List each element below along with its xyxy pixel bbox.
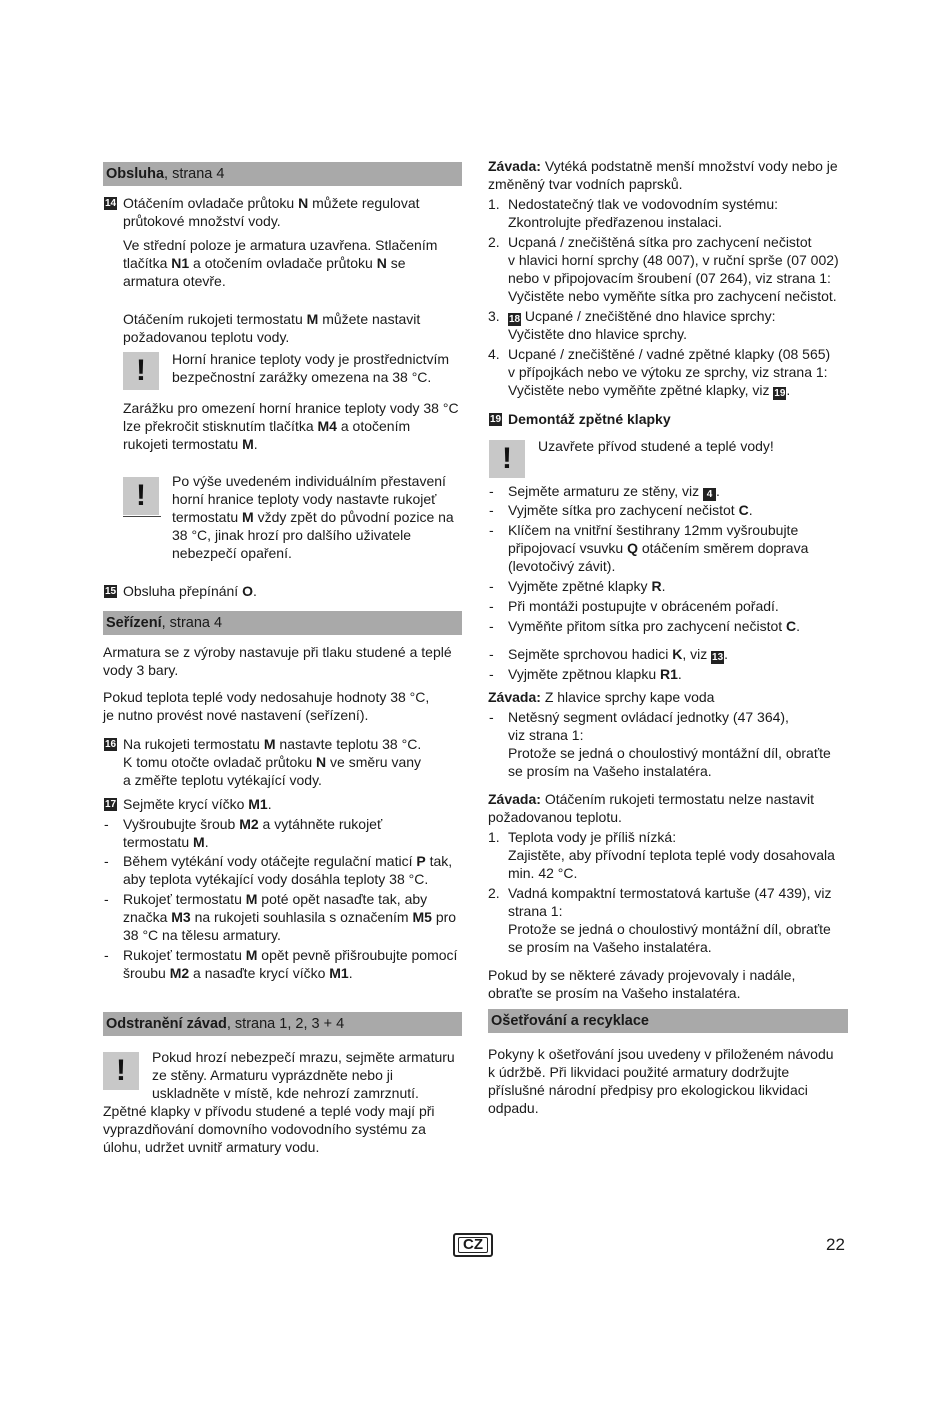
section-header-osetrovani <box>488 1009 848 1033</box>
s1-line-2: vody 3 bary. <box>103 662 179 678</box>
warn1-line-1: Horní hranice teploty vody je prostřednictvím <box>172 351 450 367</box>
dash: - <box>489 618 494 634</box>
p17-item-2-line-2: aby teplota vytékající vody dosáhla teploty 38 °C. <box>123 871 429 887</box>
z2-item-line-1: Netěsný segment ovládací jednotky (47 364), <box>508 709 789 725</box>
z1-item-3-line-2: Vyčistěte dno hlavice sprchy. <box>508 326 687 342</box>
section-header-serizeni <box>103 611 462 635</box>
p14b-line-3: armatura otevře. <box>123 273 226 289</box>
d-item-3-line-2: připojovací vsuvku Q otáčením směrem doprava <box>508 540 809 556</box>
p17-item-3-line-1: Rukojeť termostatu M poté opět nasaďte tak, aby <box>123 891 428 907</box>
dash: - <box>489 522 494 538</box>
s2-line-2: je nutno provést nové nastavení (seřízení). <box>103 707 369 723</box>
z1-line-2: změněný tvar vodních paprsků. <box>488 176 683 192</box>
warn2-line-4: 38 °C, jinak hrozí pro dalšího uživatele <box>172 527 412 543</box>
osetrovani-line-4: odpadu. <box>488 1100 539 1116</box>
z-end-line-1: Pokud by se některé závady projevovaly i nadále, <box>488 967 796 983</box>
p14d-line-3: rukojeti termostatu M. <box>123 436 258 452</box>
step-badge-19-heading: 19 <box>489 414 502 425</box>
step-badge-4: 4 <box>703 488 716 501</box>
dash: - <box>489 598 494 614</box>
dash: - <box>104 947 109 963</box>
d-item-2: Vyjměte sítka pro zachycení nečistot C. <box>508 502 753 518</box>
warn3-line-1: Pokud hrozí nebezpečí mrazu, sejměte armaturu <box>152 1049 455 1065</box>
list-num: 4. <box>488 346 500 362</box>
d-item-6: Vyměňte přitom sítka pro zachycení nečistot C. <box>508 618 801 634</box>
p14c-line-2: požadovanou teplotu vody. <box>123 329 290 345</box>
list-num: 1. <box>488 829 500 845</box>
z1-text: Vytéká podstatně menší množství vody nebo je <box>544 158 838 174</box>
step-14-line-2: průtokové množství vody. <box>123 213 281 229</box>
warning-icon: ! <box>123 477 159 515</box>
o1-line-3: úlohu, udržet uvnitř armatury vodu. <box>103 1139 320 1155</box>
osetrovani-line-2: k údržbě. Při likvidaci použité armatury dodržujte <box>488 1064 790 1080</box>
p14d-line-1: Zarážku pro omezení horní hranice teploty vody 38 °C <box>123 400 459 416</box>
warning-icon: ! <box>489 440 525 478</box>
z3-item-2-line-3: Protože se jedná o choulostivý montážní díl, obraťte <box>508 921 831 937</box>
z2-item-line-3: Protože se jedná o choulostivý montážní díl, obraťte <box>508 745 831 761</box>
p17-item-1-line-1: Vyšroubujte šroub M2 a vytáhněte rukojeť <box>123 816 383 832</box>
list-num: 2. <box>488 885 500 901</box>
dash: - <box>489 646 494 662</box>
dash: - <box>104 853 109 869</box>
step-badge-19: 19 <box>774 388 786 399</box>
z3-item-2-line-4: se prosím na Vašeho instalatéra. <box>508 939 712 955</box>
warning-icon: ! <box>103 1052 139 1090</box>
z3-line-2: požadovanou teplotu. <box>488 809 622 825</box>
d-item-1-text: Sejměte armaturu ze stěny, viz <box>508 483 700 499</box>
step-17-text: Sejměte krycí víčko M1. <box>123 796 272 812</box>
z3-item-1-line-2: Zajistěte, aby přívodní teplota teplé vody dosahovala <box>508 847 835 863</box>
step-badge-15: 15 <box>104 586 117 597</box>
dash: - <box>104 816 109 832</box>
section-header-odstraneni <box>103 1012 462 1036</box>
p17-item-3-line-2: značka M3 na rukojeti souhlasila s označením M5 pro <box>123 909 457 925</box>
z1-item-4-line-2: v přípojkách nebo ve výtoku ze sprchy, viz strana 1: <box>508 364 828 380</box>
p14b-line-1: Ve střední poloze je armatura uzavřena. Stlačením <box>123 237 438 253</box>
d2-item-1: Sejměte sprchovou hadici K, viz 13. <box>508 646 728 663</box>
p17-item-3-line-3: 38 °C na tělesu armatury. <box>123 927 281 943</box>
warn2-line-1: Po výše uvedeném individuálním přestavení <box>172 473 446 489</box>
z3-item-2-line-2: strana 1: <box>508 903 563 919</box>
step-16-line-3: a změřte teplotu vytékající vody. <box>123 772 322 788</box>
z3-item-1-line-1: Teplota vody je příliš nízká: <box>508 829 677 845</box>
z3-label: Závada: <box>488 791 541 807</box>
dash: - <box>104 891 109 907</box>
z2-text: Z hlavice sprchy kape voda <box>544 689 715 705</box>
p14c-line-1: Otáčením rukojeti termostatu M můžete nastavit <box>123 311 421 327</box>
z2-item-line-2: viz strana 1: <box>508 727 584 743</box>
z3-item-1-line-3: min. 42 °C. <box>508 865 578 881</box>
step-16-line-2: K tomu otočte ovladač průtoku N ve směru vany <box>123 754 422 770</box>
z1-line-1 <box>488 157 838 175</box>
step-badge-14: 14 <box>104 198 117 209</box>
step-badge-17: 17 <box>104 799 117 810</box>
step-15-text: Obsluha přepínání O. <box>123 583 257 599</box>
d-item-3-line-1: Klíčem na vnitřní šestihrany 12mm vyšroubujte <box>508 522 799 538</box>
osetrovani-line-1: Pokyny k ošetřování jsou uvedeny v přiloženém návodu <box>488 1046 834 1062</box>
z1-item-3-text: Ucpané / znečištěné dno hlavice sprchy: <box>524 308 776 324</box>
z1-item-2-line-4: Vyčistěte nebo vyměňte sítka pro zachycení nečistot. <box>508 288 837 304</box>
d-item-5: Při montáži postupujte v obráceném pořadí. <box>508 598 779 614</box>
d19-title: Demontáž zpětné klapky <box>508 411 671 427</box>
warn3-line-2: ze stěny. Armaturu vyprázdněte nebo ji <box>152 1067 393 1083</box>
list-num: 2. <box>488 234 500 250</box>
z3-line-1 <box>488 790 814 808</box>
d-item-4: Vyjměte zpětné klapky R. <box>508 578 666 594</box>
step-badge-13: 13 <box>712 652 724 663</box>
dash: - <box>489 709 494 725</box>
dash: - <box>489 666 494 682</box>
z-end-line-2: obraťte se prosím na Vašeho instalatéra. <box>488 985 741 1001</box>
d2-item-2: Vyjměte zpětnou klapku R1. <box>508 666 682 682</box>
z1-item-1-line-2: Zkontrolujte předřazenou instalaci. <box>508 214 723 230</box>
p17-item-2-line-1: Během vytékání vody otáčejte regulační maticí P tak, <box>123 853 453 869</box>
page-number: 22 <box>826 1235 845 1254</box>
header-rest: , strana 4 <box>161 615 223 631</box>
list-num: 1. <box>488 196 500 212</box>
z1-item-3-line-1 <box>508 307 775 326</box>
list-num: 3. <box>488 308 500 324</box>
s2-line-1: Pokud teplota teplé vody nedosahuje hodnoty 38 °C, <box>103 689 430 705</box>
country-code: CZ <box>463 1236 483 1253</box>
step-badge-18: 18 <box>508 314 521 325</box>
warning-icon: ! <box>123 352 159 390</box>
z1-label: Závada: <box>488 158 541 174</box>
z1-item-4-line-3: Vyčistěte nebo vyměňte zpětné klapky, viz 19. <box>508 382 791 399</box>
section-header-obsluha <box>103 162 462 186</box>
header-title: Odstranění závad <box>106 1016 227 1032</box>
d-item-3-line-3: (levotočivý závit). <box>508 558 616 574</box>
warn4-text: Uzavřete přívod studené a teplé vody! <box>538 438 774 454</box>
z2-line <box>488 688 714 706</box>
warning-underline <box>123 516 161 517</box>
z1-item-2-line-3: nebo v připojovacím šroubení (07 264), viz strana 1: <box>508 270 831 286</box>
z2-label: Závada: <box>488 689 541 705</box>
warn2-line-3: termostatu M vždy zpět do původní pozice na <box>172 509 454 525</box>
dash: - <box>489 502 494 518</box>
d-item-1: Sejměte armaturu ze stěny, viz 4 . <box>508 483 720 500</box>
step-badge-16: 16 <box>104 739 117 750</box>
z2-item-line-4: se prosím na Vašeho instalatéra. <box>508 763 712 779</box>
p17-item-4-line-2: šroubu M2 a nasaďte krycí víčko M1. <box>123 965 353 981</box>
step-14-line-1: Otáčením ovladače průtoku N můžete regulovat <box>123 195 420 211</box>
p17-item-1-line-2: termostatu M. <box>123 834 209 850</box>
step-16-line-1: Na rukojeti termostatu M nastavte teplotu 38 °C. <box>123 736 422 752</box>
osetrovani-line-3: příslušné národní předpisy pro ekologickou likvidaci <box>488 1082 808 1098</box>
warn1-line-2: bezpečnostní zarážky omezena na 38 °C. <box>172 369 432 385</box>
p14d-line-2: lze překročit stisknutím tlačítka M4 a otočením <box>123 418 411 434</box>
z1-item-4-text: Vyčistěte nebo vyměňte zpětné klapky, viz <box>508 382 770 398</box>
o1-line-1: Zpětné klapky v přívodu studené a teplé vody mají při <box>103 1103 435 1119</box>
header-title: Seřízení <box>106 615 162 631</box>
s1-line-1: Armatura se z výroby nastavuje při tlaku studené a teplé <box>103 644 452 660</box>
header-rest: , strana 4 <box>164 166 225 182</box>
z3-text: Otáčením rukojeti termostatu nelze nastavit <box>544 791 815 807</box>
warn2-line-5: nebezpečí opaření. <box>172 545 292 561</box>
z1-item-2-line-2: v hlavici horní sprchy (48 007), v ruční sprše (07 002) <box>508 252 839 268</box>
dash: - <box>489 483 494 499</box>
z1-item-2-line-1: Ucpaná / znečištěná sítka pro zachycení nečistot <box>508 234 812 250</box>
z1-item-4-line-1: Ucpané / znečištěné / vadné zpětné klapky (08 565) <box>508 346 831 362</box>
header-title: Ošetřování a recyklace <box>491 1013 649 1029</box>
warn2-line-2: horní hranice teploty vody nastavte rukojeť <box>172 491 437 507</box>
p17-item-4-line-1: Rukojeť termostatu M opět pevně přišroubujte pomocí <box>123 947 458 963</box>
header-title: Obsluha <box>106 166 165 182</box>
country-badge <box>453 1233 493 1257</box>
z1-item-1-line-1: Nedostatečný tlak ve vodovodním systému: <box>508 196 779 212</box>
p14b-line-2: tlačítka N1 a otočením ovladače průtoku N se <box>123 255 406 271</box>
dash: - <box>489 578 494 594</box>
o1-line-2: vyprazdňování domovního vodovodního systému za <box>103 1121 426 1137</box>
header-rest: , strana 1, 2, 3 + 4 <box>226 1016 345 1032</box>
z3-item-2-line-1: Vadná kompaktní termostatová kartuše (47 439), viz <box>508 885 832 901</box>
warn3-line-3: uskladněte v místě, kde nehrozí zamrznutí. <box>152 1085 419 1101</box>
